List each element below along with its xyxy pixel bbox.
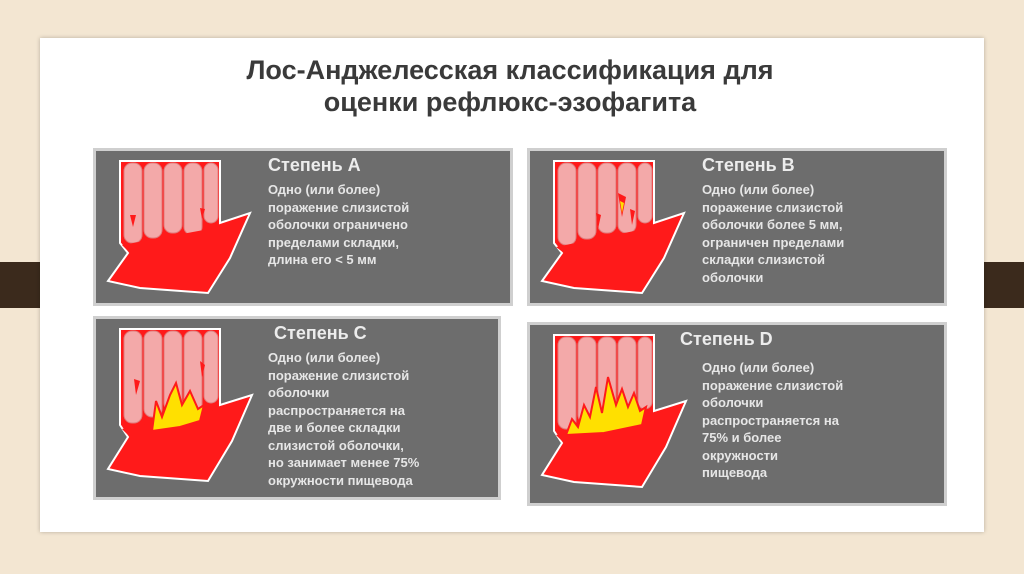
- grade-b-heading: Степень В: [702, 155, 795, 175]
- grade-c-heading: Степень С: [274, 323, 367, 343]
- esophagus-grade-c-illustration: [100, 321, 270, 491]
- grade-c-description: Одно (или более) поражение слизистой оболочки распространяется на две и более складки слизистой оболочки, но занимает менее 75% окружности пищевода: [268, 350, 420, 488]
- esophagus-grade-d-illustration: [534, 327, 704, 497]
- title-line-1: Лос-Анджелесская классификация для: [246, 55, 774, 85]
- grade-d-card: [527, 322, 947, 506]
- grade-b-description: Одно (или более) поражение слизистой оболочки более 5 мм, ограничен пределами складки слизистой оболочки: [702, 182, 845, 285]
- slide: [40, 38, 984, 532]
- esophagus-grade-a-illustration: [100, 153, 270, 303]
- grade-d-heading: Степень D: [680, 329, 773, 349]
- esophagus-grade-b-illustration: [534, 153, 704, 303]
- title-line-2: оценки рефлюкс-эзофагита: [323, 87, 697, 117]
- grade-d-description: Одно (или более) поражение слизистой оболочки распространяется на 75% и более окружности пищевода: [702, 360, 844, 480]
- grade-a-heading: Степень А: [268, 155, 361, 175]
- grade-a-card: [93, 148, 513, 306]
- slide-title: [100, 54, 920, 118]
- grade-b-card: [527, 148, 947, 306]
- grade-a-description: Одно (или более) поражение слизистой оболочки ограничено пределами складки, длина его < 5 мм: [268, 182, 410, 267]
- grade-c-card: [93, 316, 501, 500]
